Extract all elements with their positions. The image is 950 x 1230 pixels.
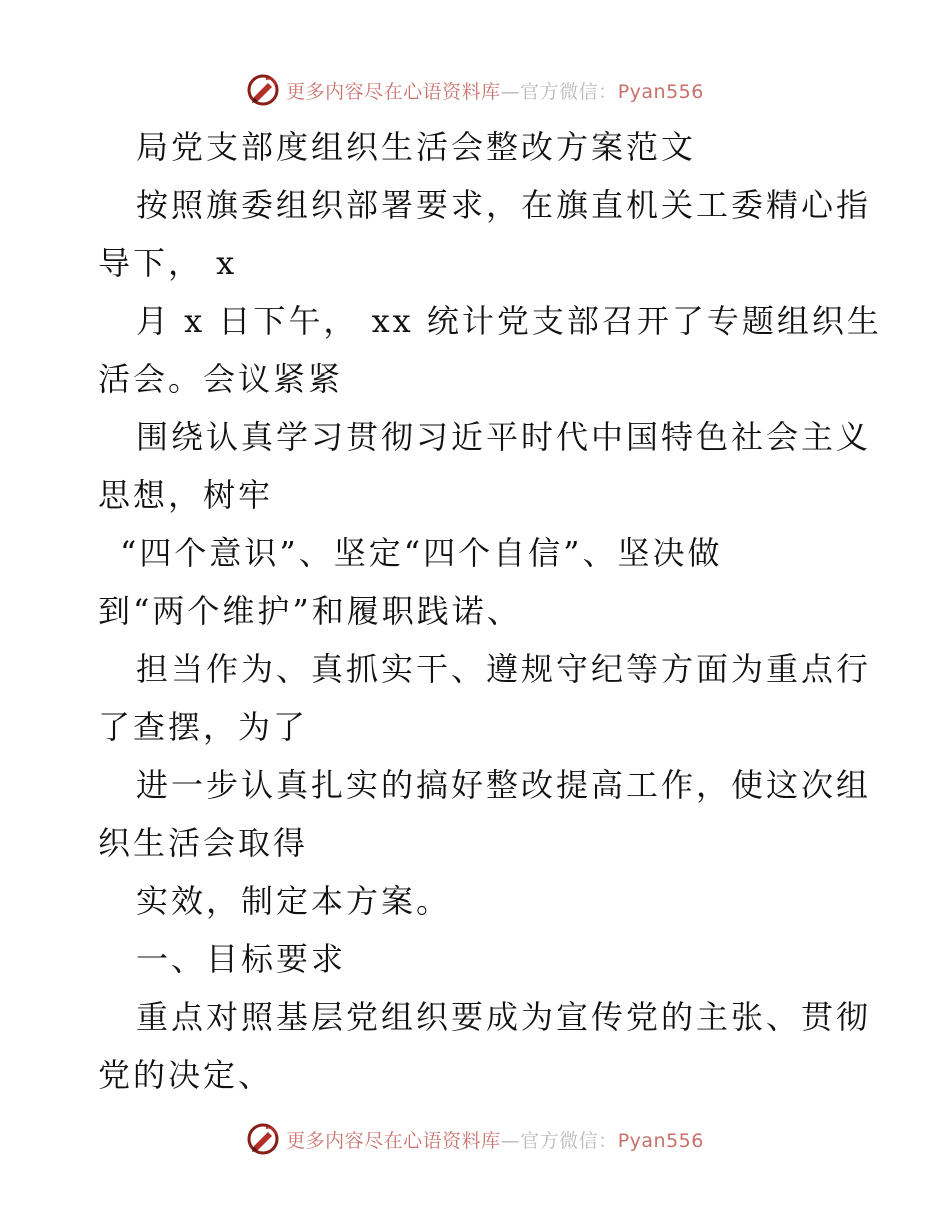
text-line: 月 x 日下午， xx 统计党支部召开了专题组织生 (136, 302, 882, 340)
text-line: 担当作为、真抓实干、遵规守纪等方面为重点行 (136, 650, 872, 688)
pen-logo-icon (246, 1122, 280, 1156)
watermark-wechat-label: 官方微信： (520, 80, 618, 103)
watermark-text (286, 1126, 704, 1153)
watermark-separator: — (500, 1129, 521, 1152)
text-line: 到“两个维护”和履职践诺、 (98, 592, 522, 630)
text-line: “四个意识”、坚定“四个自信”、坚决做 (120, 534, 723, 572)
text-line: 一、目标要求 (136, 940, 347, 978)
text-line: 围绕认真学习贯彻习近平时代中国特色社会主义 (136, 418, 872, 456)
document-title: 局党支部度组织生活会整改方案范文 (136, 128, 697, 166)
watermark-separator: — (500, 80, 521, 103)
text-line: 导下， x (98, 244, 238, 282)
document-body (98, 118, 882, 1104)
text-line: 重点对照基层党组织要成为宣传党的主张、贯彻 (136, 998, 872, 1036)
watermark-wechat-id: Pyan556 (617, 1129, 704, 1152)
watermark-brand: 更多内容尽在心语资料库 (286, 1129, 501, 1152)
text-line: 按照旗委组织部署要求，在旗直机关工委精心指 (136, 186, 872, 224)
watermark-wechat-id: Pyan556 (617, 80, 704, 103)
header-watermark (0, 70, 950, 110)
text-line: 了查摆，为了 (98, 708, 309, 746)
text-line: 思想，树牢 (98, 476, 274, 514)
watermark-wechat-label: 官方微信： (520, 1129, 618, 1152)
text-line: 实效，制定本方案。 (136, 882, 452, 920)
text-line: 进一步认真扎实的搞好整改提高工作，使这次组 (136, 766, 872, 804)
text-line: 党的决定、 (98, 1056, 274, 1094)
text-line: 织生活会取得 (98, 824, 309, 862)
watermark-text (286, 77, 704, 104)
footer-watermark (0, 1119, 950, 1159)
watermark-brand: 更多内容尽在心语资料库 (286, 80, 501, 103)
pen-logo-icon (246, 73, 280, 107)
text-line: 活会。会议紧紧 (98, 360, 344, 398)
